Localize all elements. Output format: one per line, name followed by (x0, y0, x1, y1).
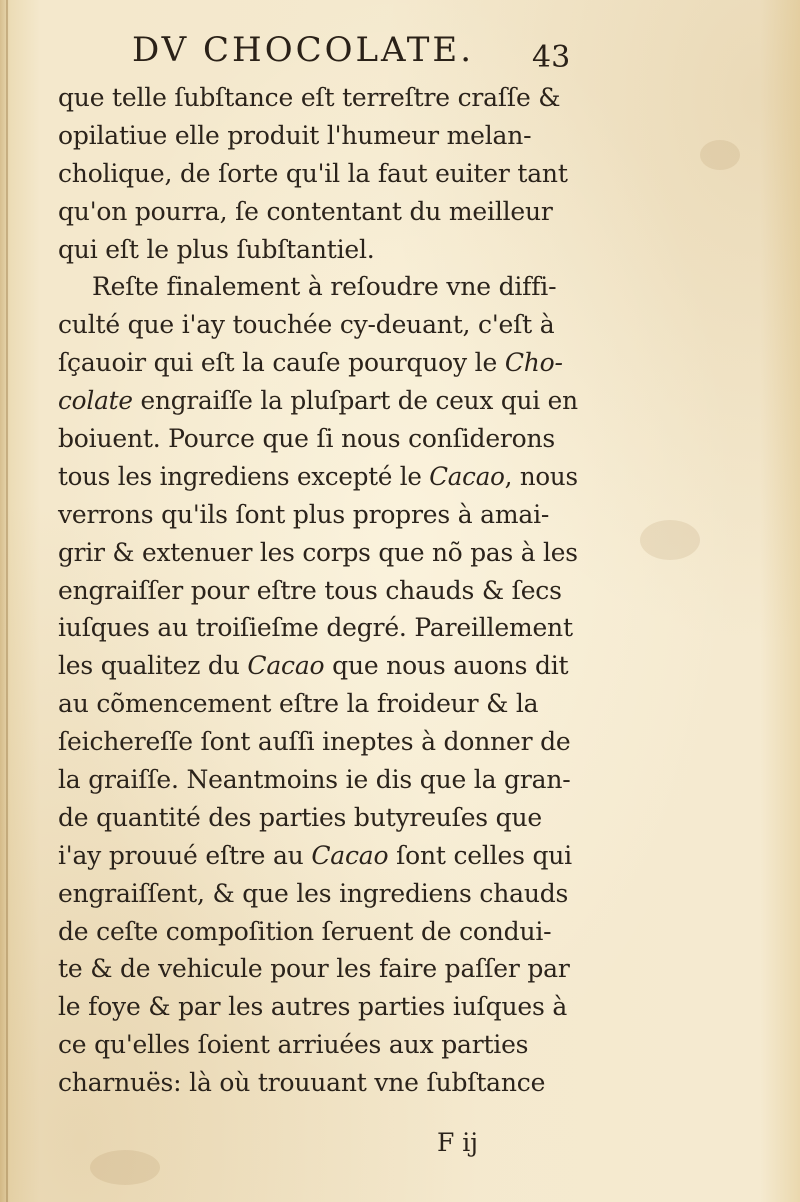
text-line: ſeichereſſe ſont auſſi ineptes à donner de (58, 727, 571, 757)
text-line: tous les ingrediens excepté le Cacao, nous (58, 461, 578, 491)
text-line: i'ay prouué eſtre au Cacao ſont celles qui (58, 840, 572, 870)
paper-stain (640, 520, 700, 560)
text-line: grir & extenuer les corps que nõ pas à les (58, 537, 578, 567)
binding-gutter (6, 0, 8, 1202)
text-line: verrons qu'ils ſont plus propres à amai- (58, 499, 550, 529)
text-line: engraiſſent, & que les ingrediens chauds (58, 878, 569, 908)
text-line: les qualitez du Cacao que nous auons dit (58, 651, 569, 681)
text-line: cholique, de ſorte qu'il la faut euiter tant (58, 158, 568, 188)
text-line: culté que i'ay touchée cy-deuant, c'eſt à (58, 310, 555, 340)
italic-term: Cacao (311, 840, 389, 870)
text-line: au cõmencement eſtre la froideur & la (58, 689, 539, 719)
paragraph-start-line: Reſte finalement à reſoudre vne diffi- (92, 272, 557, 302)
text-line: que telle ſubſtance eſt terreſtre craſſe & (58, 83, 561, 112)
text-line: te & de vehicule pour les faire paſſer par (58, 954, 570, 984)
text-line: de quantité des parties butyreuſes que (58, 802, 542, 832)
page-number: 43 (532, 40, 571, 75)
text-line: engraiſſer pour eſtre tous chauds & ſecs (58, 575, 562, 605)
paper-stain (700, 140, 740, 170)
italic-term: Cacao (429, 461, 505, 491)
text-line: ce qu'elles ſoient arriuées aux parties (58, 1030, 529, 1060)
running-title: DV CHOCOLATE. (132, 30, 475, 70)
text-line: ſçauoir qui eſt la cauſe pourquoy le Cho- (58, 348, 563, 378)
text-line: la graiſſe. Neantmoins ie dis que la gran- (58, 765, 571, 795)
italic-term: colate (58, 386, 133, 416)
italic-term: Cacao (247, 651, 325, 681)
text-line: opilatiue elle produit l'humeur melan- (58, 120, 532, 150)
text-line: charnuës: là où trouuant vne ſubſtance (58, 1068, 546, 1098)
text-line: iuſques au troiſieſme degré. Pareillement (58, 613, 573, 643)
text-line: qu'on pourra, ſe contentant du meilleur (58, 196, 553, 226)
signature-mark: F ij (437, 1128, 479, 1157)
text-line: colate engraiſſe la pluſpart de ceux qui en (58, 386, 578, 416)
text-line: de ceſte compoſition ſeruent de condui- (58, 916, 552, 946)
text-line: boiuent. Pource que ſi nous conſiderons (58, 424, 556, 454)
text-line: qui eſt le plus ſubſtantiel. (58, 234, 375, 264)
italic-term: Cho- (504, 348, 563, 378)
paper-stain (90, 1150, 160, 1185)
text-line: le foye & par les autres parties iuſques à (58, 992, 568, 1022)
body-text (58, 79, 578, 1102)
